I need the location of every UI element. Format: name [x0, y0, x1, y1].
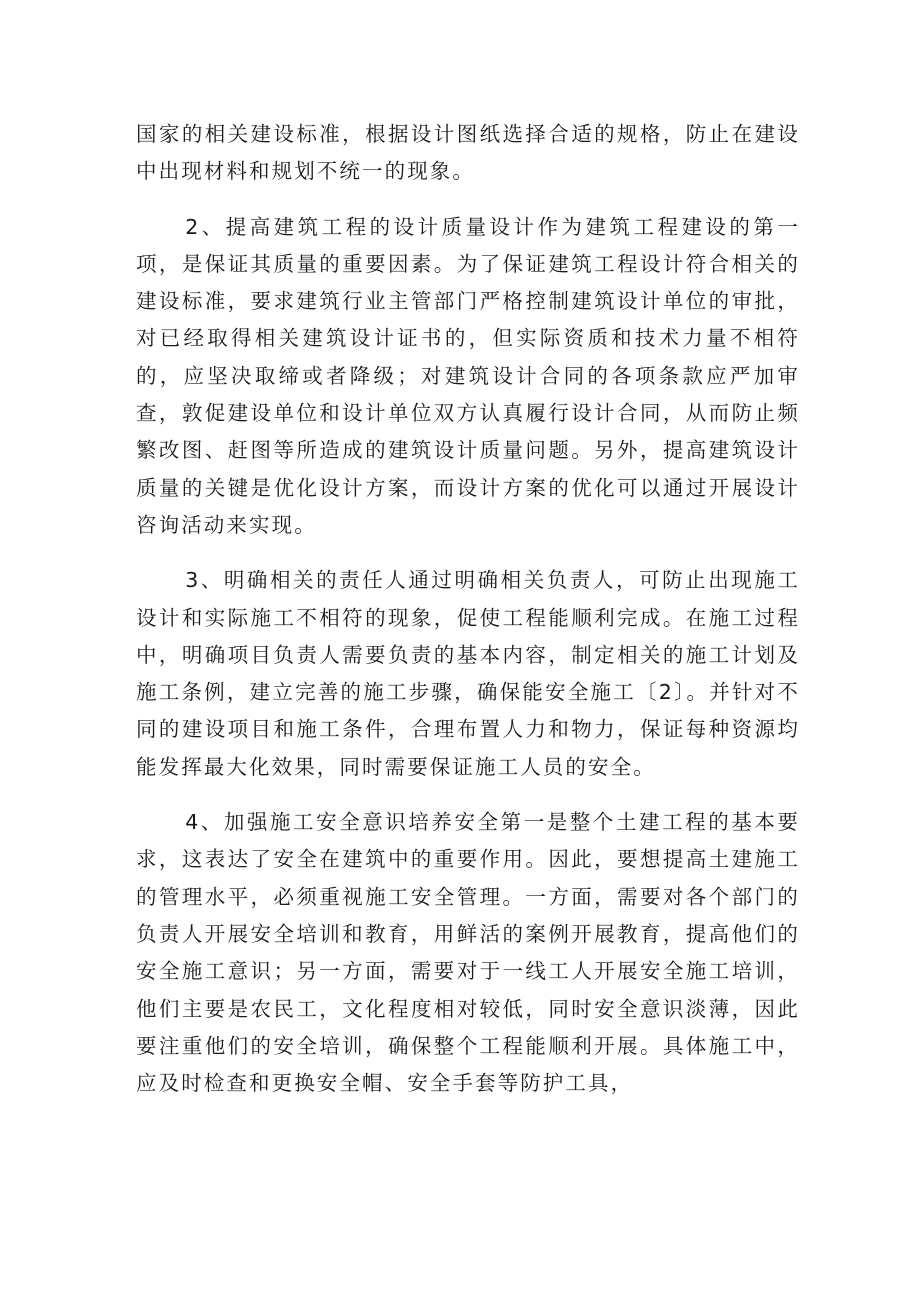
paragraph-continuation: 国家的相关建设标准，根据设计图纸选择合适的规格，防止在建设中出现材料和规划不统一的现象。: [136, 122, 800, 184]
paragraph-responsible-person: 3、明确相关的责任人通过明确相关负责人，可防止出现施工设计和实际施工不相符的现象，促使工程能顺利完成。在施工过程中，明确项目负责人需要负责的基本内容，制定相关的施工计划及施工条例，建立完善的施工步骤，确保能安全施工〔2〕。并针对不同的建设项目和施工条件，合理布置人力和物力，保证每种资源均能发挥最大化效果，同时需要保证施工人员的安全。: [136, 568, 800, 779]
paragraph-safety-awareness: 4、加强施工安全意识培养安全第一是整个土建工程的基本要求，这表达了安全在建筑中的重要作用。因此，要想提高土建施工的管理水平，必须重视施工安全管理。一方面，需要对各个部门的负责人开展安全培训和教育，用鲜活的案例开展教育，提高他们的安全施工意识；另一方面，需要对于一线工人开展安全施工培训，他们主要是农民工，文化程度相对较低，同时安全意识淡薄，因此要注重他们的安全培训，确保整个工程能顺利开展。具体施工中，应及时检查和更换安全帽、安全手套等防护工具，: [136, 810, 800, 1096]
document-body: [136, 116, 800, 1102]
paragraph-design-quality: 2、提高建筑工程的设计质量设计作为建筑工程建设的第一项，是保证其质量的重要因素。为了保证建筑工程设计符合相关的建设标准，要求建筑行业主管部门严格控制建筑设计单位的审批，对已经取得相关建筑设计证书的，但实际资质和技术力量不相符的，应坚决取缔或者降级；对建筑设计合同的各项条款应严加审查，敦促建设单位和设计单位双方认真履行设计合同，从而防止频繁改图、赶图等所造成的建筑设计质量问题。另外，提高建筑设计质量的关键是优化设计方案，而设计方案的优化可以通过开展设计咨询活动来实现。: [136, 214, 800, 537]
